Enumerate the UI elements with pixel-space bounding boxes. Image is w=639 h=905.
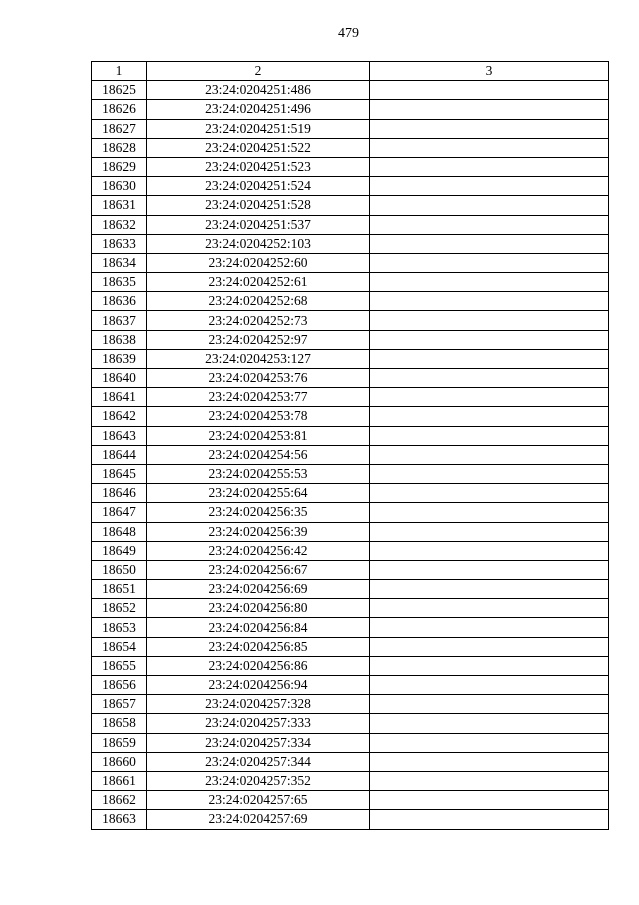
note-cell — [370, 791, 609, 810]
note-cell — [370, 541, 609, 560]
cadastral-number-cell: 23:24:0204256:35 — [147, 503, 370, 522]
header-row — [92, 62, 609, 81]
row-number-cell: 18648 — [92, 522, 147, 541]
note-cell — [370, 484, 609, 503]
row-number-cell: 18653 — [92, 618, 147, 637]
table-row — [92, 177, 609, 196]
note-cell — [370, 522, 609, 541]
table-row — [92, 618, 609, 637]
row-number-cell: 18635 — [92, 273, 147, 292]
note-cell — [370, 215, 609, 234]
note-cell — [370, 733, 609, 752]
row-number-cell: 18633 — [92, 234, 147, 253]
row-number-cell: 18651 — [92, 580, 147, 599]
row-number-cell: 18656 — [92, 676, 147, 695]
cadastral-number-cell: 23:24:0204252:97 — [147, 330, 370, 349]
row-number-cell: 18636 — [92, 292, 147, 311]
table-row — [92, 752, 609, 771]
cadastral-number-cell: 23:24:0204251:496 — [147, 100, 370, 119]
cadastral-number-cell: 23:24:0204251:519 — [147, 119, 370, 138]
table-row — [92, 733, 609, 752]
table-row — [92, 791, 609, 810]
table-row — [92, 580, 609, 599]
cadastral-number-cell: 23:24:0204251:537 — [147, 215, 370, 234]
cadastral-number-cell: 23:24:0204255:53 — [147, 464, 370, 483]
table-row — [92, 445, 609, 464]
table-row — [92, 484, 609, 503]
note-cell — [370, 349, 609, 368]
row-number-cell: 18646 — [92, 484, 147, 503]
row-number-cell: 18638 — [92, 330, 147, 349]
note-cell — [370, 407, 609, 426]
cadastral-number-cell: 23:24:0204257:352 — [147, 771, 370, 790]
table-row — [92, 292, 609, 311]
note-cell — [370, 119, 609, 138]
cadastral-number-cell: 23:24:0204253:76 — [147, 369, 370, 388]
cadastral-number-cell: 23:24:0204256:84 — [147, 618, 370, 637]
column-header-2: 2 — [147, 62, 370, 81]
cadastral-number-cell: 23:24:0204257:69 — [147, 810, 370, 829]
note-cell — [370, 752, 609, 771]
row-number-cell: 18644 — [92, 445, 147, 464]
row-number-cell: 18654 — [92, 637, 147, 656]
note-cell — [370, 330, 609, 349]
cadastral-number-cell: 23:24:0204252:60 — [147, 253, 370, 272]
register-table — [91, 61, 609, 830]
column-header-3: 3 — [370, 62, 609, 81]
row-number-cell: 18655 — [92, 656, 147, 675]
note-cell — [370, 464, 609, 483]
row-number-cell: 18658 — [92, 714, 147, 733]
note-cell — [370, 369, 609, 388]
cadastral-number-cell: 23:24:0204256:42 — [147, 541, 370, 560]
table-row — [92, 714, 609, 733]
note-cell — [370, 157, 609, 176]
table-row — [92, 81, 609, 100]
cadastral-number-cell: 23:24:0204256:86 — [147, 656, 370, 675]
cadastral-number-cell: 23:24:0204252:73 — [147, 311, 370, 330]
row-number-cell: 18627 — [92, 119, 147, 138]
table-row — [92, 349, 609, 368]
cadastral-number-cell: 23:24:0204252:61 — [147, 273, 370, 292]
table-row — [92, 196, 609, 215]
table-row — [92, 388, 609, 407]
note-cell — [370, 311, 609, 330]
note-cell — [370, 445, 609, 464]
note-cell — [370, 503, 609, 522]
cadastral-number-cell: 23:24:0204251:522 — [147, 138, 370, 157]
page-number: 479 — [338, 26, 359, 41]
row-number-cell: 18631 — [92, 196, 147, 215]
note-cell — [370, 695, 609, 714]
row-number-cell: 18634 — [92, 253, 147, 272]
table-row — [92, 599, 609, 618]
cadastral-number-cell: 23:24:0204253:81 — [147, 426, 370, 445]
note-cell — [370, 196, 609, 215]
cadastral-number-cell: 23:24:0204257:65 — [147, 791, 370, 810]
cadastral-number-cell: 23:24:0204257:334 — [147, 733, 370, 752]
cadastral-number-cell: 23:24:0204251:523 — [147, 157, 370, 176]
row-number-cell: 18652 — [92, 599, 147, 618]
note-cell — [370, 656, 609, 675]
row-number-cell: 18647 — [92, 503, 147, 522]
row-number-cell: 18659 — [92, 733, 147, 752]
note-cell — [370, 676, 609, 695]
table-row — [92, 771, 609, 790]
table-row — [92, 330, 609, 349]
table-row — [92, 464, 609, 483]
table-row — [92, 810, 609, 829]
row-number-cell: 18645 — [92, 464, 147, 483]
cadastral-number-cell: 23:24:0204257:333 — [147, 714, 370, 733]
row-number-cell: 18629 — [92, 157, 147, 176]
row-number-cell: 18660 — [92, 752, 147, 771]
cadastral-number-cell: 23:24:0204251:528 — [147, 196, 370, 215]
table-row — [92, 119, 609, 138]
row-number-cell: 18643 — [92, 426, 147, 445]
table-row — [92, 407, 609, 426]
table-body — [92, 81, 609, 829]
table-row — [92, 676, 609, 695]
table-row — [92, 560, 609, 579]
row-number-cell: 18650 — [92, 560, 147, 579]
table-row — [92, 503, 609, 522]
note-cell — [370, 292, 609, 311]
table-row — [92, 138, 609, 157]
cadastral-number-cell: 23:24:0204252:103 — [147, 234, 370, 253]
cadastral-number-cell: 23:24:0204257:328 — [147, 695, 370, 714]
table-row — [92, 637, 609, 656]
cadastral-number-cell: 23:24:0204252:68 — [147, 292, 370, 311]
table-row — [92, 100, 609, 119]
table-row — [92, 234, 609, 253]
note-cell — [370, 714, 609, 733]
row-number-cell: 18649 — [92, 541, 147, 560]
table-row — [92, 369, 609, 388]
table-row — [92, 215, 609, 234]
cadastral-number-cell: 23:24:0204253:77 — [147, 388, 370, 407]
note-cell — [370, 637, 609, 656]
row-number-cell: 18640 — [92, 369, 147, 388]
note-cell — [370, 426, 609, 445]
note-cell — [370, 580, 609, 599]
row-number-cell: 18626 — [92, 100, 147, 119]
row-number-cell: 18641 — [92, 388, 147, 407]
note-cell — [370, 234, 609, 253]
table-row — [92, 273, 609, 292]
cadastral-number-cell: 23:24:0204256:67 — [147, 560, 370, 579]
table-row — [92, 695, 609, 714]
cadastral-number-cell: 23:24:0204251:486 — [147, 81, 370, 100]
cadastral-number-cell: 23:24:0204253:78 — [147, 407, 370, 426]
row-number-cell: 18662 — [92, 791, 147, 810]
note-cell — [370, 138, 609, 157]
row-number-cell: 18661 — [92, 771, 147, 790]
cadastral-number-cell: 23:24:0204256:94 — [147, 676, 370, 695]
note-cell — [370, 253, 609, 272]
cadastral-number-cell: 23:24:0204257:344 — [147, 752, 370, 771]
cadastral-number-cell: 23:24:0204255:64 — [147, 484, 370, 503]
row-number-cell: 18663 — [92, 810, 147, 829]
table-row — [92, 253, 609, 272]
note-cell — [370, 771, 609, 790]
note-cell — [370, 560, 609, 579]
row-number-cell: 18628 — [92, 138, 147, 157]
row-number-cell: 18632 — [92, 215, 147, 234]
cadastral-number-cell: 23:24:0204256:85 — [147, 637, 370, 656]
table-row — [92, 656, 609, 675]
cadastral-number-cell: 23:24:0204251:524 — [147, 177, 370, 196]
note-cell — [370, 810, 609, 829]
column-header-1: 1 — [92, 62, 147, 81]
note-cell — [370, 273, 609, 292]
note-cell — [370, 618, 609, 637]
cadastral-number-cell: 23:24:0204254:56 — [147, 445, 370, 464]
row-number-cell: 18639 — [92, 349, 147, 368]
cadastral-number-cell: 23:24:0204253:127 — [147, 349, 370, 368]
cadastral-number-cell: 23:24:0204256:39 — [147, 522, 370, 541]
table-row — [92, 522, 609, 541]
table-row — [92, 426, 609, 445]
note-cell — [370, 599, 609, 618]
cadastral-number-cell: 23:24:0204256:80 — [147, 599, 370, 618]
row-number-cell: 18657 — [92, 695, 147, 714]
note-cell — [370, 388, 609, 407]
row-number-cell: 18625 — [92, 81, 147, 100]
row-number-cell: 18637 — [92, 311, 147, 330]
table-row — [92, 157, 609, 176]
table-header — [92, 62, 609, 81]
note-cell — [370, 81, 609, 100]
row-number-cell: 18630 — [92, 177, 147, 196]
note-cell — [370, 177, 609, 196]
note-cell — [370, 100, 609, 119]
cadastral-number-cell: 23:24:0204256:69 — [147, 580, 370, 599]
table-row — [92, 541, 609, 560]
table-row — [92, 311, 609, 330]
row-number-cell: 18642 — [92, 407, 147, 426]
